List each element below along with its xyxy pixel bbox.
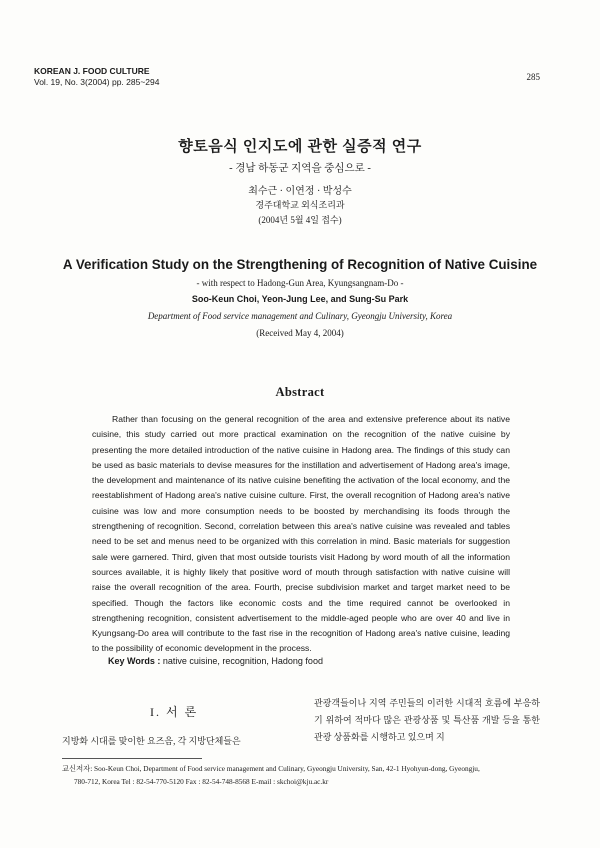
korean-authors: 최수근 · 이연정 · 박성수 xyxy=(248,186,352,197)
english-affiliation: Department of Food service management and Culinary, Gyeongju University, Korea xyxy=(147,311,453,321)
abstract-body xyxy=(92,412,510,657)
korean-subtitle: - 경남 하동군 지역을 중심으로 - xyxy=(229,163,371,174)
english-authors: Soo-Keun Choi, Yeon-Jung Lee, and Sung-Su Park xyxy=(191,294,409,304)
intro-left-column: 지방화 시대를 맞이한 요즈음, 각 지방단체들은 xyxy=(62,736,241,746)
english-received-date: (Received May 4, 2004) xyxy=(256,328,344,338)
keywords-value: native cuisine, recognition, Hadong food xyxy=(160,656,323,666)
abstract-text: Rather than focusing on the general recognition of the area and extensive preference about its native cuisine, this study carried out more practical examination on the recognition of the native cuisine by presenting the more detailed introduction of the native cuisine in Hadong area. The findings of this study can be used as basic materials to devise measures for the instillation and advertisement of Hadong area's image, the development and maintenance of its native cuisine benefiting the activation of the local economy, and the reestablishment of Hadong area's native cuisine culture. First, the overall recognition of Hadong area's native cuisine was low and more consumption needs to be boosted by merchandising its foods through the strengthening of recognition. Second, correlation between this area's native cuisine was revealed and tables need to be set and menus need to be organized with this correlation in mind. Basic materials for suggestion sale were garnered. Third, given that most outside tourists visit Hadong by word mouth of all the information sources available, it is highly likely that positive word of mouth through satisfaction with native cuisine will raise the overall recognition of the area. Fourth, precise subdivision market and target market need to be specified. Though the factors like economic costs and the time required cannot be overlooked in strengthening recognition, consistent advertisement to the middle-aged people who are over 40 and live in Kyungsang-Do area will contribute to the fast rise in the recognition of Hadong area's native cuisine, leading to the possibility of economic development in the process. xyxy=(92,414,510,654)
journal-name: KOREAN J. FOOD CULTURE xyxy=(34,66,150,76)
section-heading: I. 서 론 xyxy=(150,705,199,719)
footnote-line-2: 780-712, Korea Tel : 82-54-770-5120 Fax : 82-54-748-8568 E-mail : skchoi@kju.ac.kr xyxy=(74,777,329,786)
korean-title: 향토음식 인지도에 관한 실증적 연구 xyxy=(178,138,422,155)
footnote-divider xyxy=(62,758,202,759)
intro-right-column: 관광객들이나 지역 주민들의 이러한 시대적 흐름에 부응하기 위하여 적마다 많은 관광상품 및 특산품 개발 등을 통한 관광 상품화를 시행하고 있으며 지 xyxy=(314,698,540,742)
footnote-line-1: 교신저자: Soo-Keun Choi, Department of Food service management and Culinary, Gyeongju University, San, 42-1 Hyohyun-dong, Gyeongju, xyxy=(62,764,480,773)
abstract-heading: Abstract xyxy=(275,385,325,399)
journal-header xyxy=(34,66,159,88)
keywords xyxy=(108,656,323,666)
footnote xyxy=(62,762,562,788)
keywords-label: Key Words : xyxy=(108,656,161,666)
english-title: A Verification Study on the Strengthening of Recognition of Native Cuisine xyxy=(62,257,538,272)
korean-received-date: (2004년 5월 4일 접수) xyxy=(258,215,342,225)
page-number: 285 xyxy=(526,72,540,82)
korean-affiliation: 경주대학교 외식조리과 xyxy=(255,200,345,210)
journal-volume: Vol. 19, No. 3(2004) pp. 285~294 xyxy=(34,77,160,87)
english-subtitle: - with respect to Hadong-Gun Area, Kyungsangnam-Do - xyxy=(196,278,404,288)
